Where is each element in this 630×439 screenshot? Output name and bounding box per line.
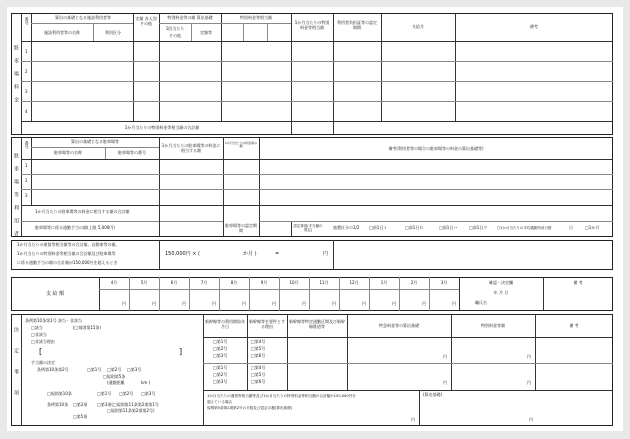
section1-side-label: 駐車場料金: [13, 45, 19, 110]
payment-month-label: 3月: [440, 280, 448, 285]
s2-check-6: 日: [569, 225, 573, 230]
dec-line-11: (通勤距離: [107, 380, 125, 385]
formula-eq: =: [275, 251, 280, 257]
dec-line-15: □第2号: [119, 391, 134, 396]
decision-row-check-alt[interactable]: □第4号: [251, 339, 266, 344]
payment-remarks: 備 考: [573, 280, 583, 285]
s1-payment-month: 支給月: [412, 24, 424, 29]
dec-line-17: 条例第10条: [47, 402, 69, 407]
dec-line-5: 手当額の決定: [31, 360, 55, 365]
s1-basis-title: 算出の基礎となる施設利用者等: [55, 15, 111, 20]
formula-note-2: 1か月当たりの特別料金等相当額の合計額及び駐車場等: [17, 251, 116, 256]
s2-check-4: □前1日ウ: [469, 225, 488, 230]
payment-month-label: 1月: [380, 280, 388, 285]
s2-recog-label: 駐車場等の認定期間: [225, 223, 257, 233]
dec-calc-unit-2: 円: [529, 417, 533, 422]
formula-note-1: 1か月当たりの運賃等相当額等の合計額、自動車等の額、: [17, 242, 120, 247]
decision-row-check[interactable]: □第2号: [213, 346, 228, 351]
payment-date: 年 月 日: [493, 290, 509, 295]
payment-confirm: 確認・決定欄: [489, 280, 513, 285]
formula-expression: 150,000円 × (: [165, 251, 200, 257]
payment-month-label: 8月: [230, 280, 238, 285]
s2-no-header: 番号: [24, 141, 30, 149]
dec-line-1: □該当: [31, 325, 43, 330]
s1-recognition: 利用者負担証等の認定期間: [337, 20, 377, 30]
s2-total-label: 1か月当たりの駐車場等の料金に相当する額の合計額: [35, 209, 130, 214]
dec-bottom-1: 1か月当たりの運賃等相当額等及び1か月当たりの特別料金等相当額の合計額が150,000円を: [207, 394, 356, 398]
dec-reason-open: [: [39, 347, 43, 356]
s1-monthly-special: 1か月当たりの特別料金等相当額: [294, 20, 330, 30]
payment-month-unit: 円: [422, 301, 426, 306]
payment-label: 支 給 額: [45, 291, 65, 297]
s1-total-label: 1か月当たりの特別料金等相当額の合計額: [124, 125, 200, 130]
s2-parking-no: 駐車場等の番号: [118, 150, 146, 155]
decision-row-check-alt[interactable]: □第6号: [251, 379, 266, 384]
payment-month-unit: 円: [182, 301, 186, 306]
s1-fixed: 定額 各人別その他: [135, 16, 157, 26]
dec-line-2: (□規則第15条): [73, 325, 101, 330]
s2-check-2: □前1日ロ: [405, 225, 424, 230]
s1-row-4: 4: [25, 109, 28, 114]
payment-month-unit: 円: [242, 301, 246, 306]
dec-line-18: □第2項: [73, 402, 88, 407]
s2-check-3: □前1日ハ: [439, 225, 458, 230]
s1-count: 利用区分: [105, 30, 121, 35]
s1-no-header: 番号: [24, 17, 30, 25]
s2-basis-title: 算出の基礎となる駐車場等: [71, 139, 119, 144]
s2-check-1: □前1日イ: [369, 225, 388, 230]
payment-month-unit: 円: [302, 301, 306, 306]
dec-line-20: □規則第11条第2項第2号): [107, 408, 155, 413]
s1-fixed-amount: 定額等: [200, 30, 212, 35]
s1-special-title: 特別料金等の額 算出基礎: [167, 15, 213, 20]
decision-row-check-alt[interactable]: □第5号: [251, 346, 266, 351]
dec-h-fee-base: 特急料金等の算出基礎: [379, 323, 419, 328]
s2-row-2: 2: [25, 178, 28, 183]
s2-parking-name: 駐車場等の名称: [54, 150, 82, 155]
payment-month-unit: 円: [152, 301, 156, 306]
decision-row-check-alt[interactable]: □第5号: [251, 372, 266, 377]
decision-row-check[interactable]: □第3号: [213, 353, 228, 358]
formula-unit: 円: [323, 251, 329, 257]
s1-row-1: 1: [25, 49, 28, 54]
dec-calc-unit-1: 円: [411, 417, 415, 422]
commute-allowance-form: [7, 7, 623, 431]
s2-check-5: □1か月当たりの平均通勤所用日数: [497, 226, 552, 230]
payment-month-label: 11月: [319, 280, 329, 285]
s2-monthly-fee: 1か月当たりの駐車場等の料金に相当する額: [161, 143, 221, 153]
decision-row-check-alt[interactable]: □第6号: [251, 353, 266, 358]
s2-row-1: 1: [25, 163, 28, 168]
dec-line-13: □規則第10条: [47, 391, 72, 396]
payment-month-label: 10月: [289, 280, 299, 285]
s1-special-per: 特別料金等相当額: [240, 15, 272, 20]
payment-month-unit: 円: [122, 301, 126, 306]
s1-per-case: 1回当たり: [165, 26, 185, 31]
decision-row-check-alt[interactable]: □第4号: [251, 365, 266, 370]
dec-line-8: □第2号: [107, 367, 122, 372]
dec-line-4: □非該当理由: [31, 339, 55, 344]
s1-row-2: 2: [25, 69, 28, 74]
decision-row-unit: 円: [443, 354, 447, 359]
dec-line-10: □規則第5条: [103, 374, 126, 379]
dec-line-21: □第5項: [73, 414, 88, 419]
payment-month-label: 7月: [200, 280, 208, 285]
payment-month-unit: 円: [362, 301, 366, 306]
s2-check-0: 旅費区分の1/2: [333, 225, 360, 230]
dec-line-16: □第3号: [141, 391, 156, 396]
decision-row-unit: 円: [527, 354, 531, 359]
decision-side-label: 決定事項: [13, 327, 19, 411]
s2-row-3: 3: [25, 193, 28, 198]
payment-month-label: 6月: [170, 280, 178, 285]
s1-other: その他: [169, 33, 181, 38]
dec-h-section: 新幹線等特定通勤区間及び新幹線鉄道等: [289, 319, 345, 329]
dec-line-7: □第1号: [87, 367, 102, 372]
s2-check-7: □1か月: [585, 225, 600, 230]
dec-h-special-amount: 特別料金等額: [481, 323, 505, 328]
dec-line-19: □第3項(□規則第11条第2項第1号: [97, 402, 159, 407]
s2-recog-note: 認定事項(手当額の算定): [293, 224, 323, 233]
s2-small-note: 1か月当たりの料金等の額: [225, 141, 257, 149]
dec-reason-close: ]: [179, 347, 183, 356]
s2-limit-label: 駐車場等に係る通勤手当の額(上限 5,000円): [35, 225, 115, 230]
payment-officer: 職氏名: [475, 300, 487, 305]
dec-h-reason: 新幹線等を要件とする理由: [249, 319, 285, 329]
dec-h-remarks: 備 考: [569, 323, 579, 328]
dec-h-start: 新幹線等の利用開始年月日: [205, 319, 245, 329]
section2-side-label: 駐車場等利用者: [13, 153, 19, 244]
dec-line-9: □第3号: [127, 367, 142, 372]
payment-month-label: 9月: [260, 280, 268, 285]
dec-line-3: □非該当: [31, 332, 47, 337]
formula-note-3: に係る通勤手当の額の合計額が150,000円を超えるとき: [17, 260, 118, 265]
formula-mid: か月 ): [243, 251, 257, 257]
decision-row-check[interactable]: □第3号: [213, 379, 228, 384]
dec-calc-label: (算出基礎): [423, 392, 443, 397]
payment-month-unit: 円: [272, 301, 276, 306]
s1-facility-name: 施設利用者等の名称: [44, 30, 80, 35]
payment-month-label: 2月: [410, 280, 418, 285]
decision-row-check[interactable]: □第1号: [213, 365, 228, 370]
decision-row-unit: 円: [527, 380, 531, 385]
decision-row-unit: 円: [443, 380, 447, 385]
payment-month-label: 12月: [349, 280, 359, 285]
dec-line-14: □第1号: [97, 391, 112, 396]
payment-month-unit: 円: [392, 301, 396, 306]
s2-remarks-long: 備考(利用者等の場合の駐車場等の料金の算出基礎等): [388, 146, 484, 151]
dec-line-6: 条例第10条第2号: [37, 367, 69, 372]
s1-remarks: 備考: [530, 24, 538, 29]
decision-row-check[interactable]: □第1号: [213, 339, 228, 344]
payment-month-unit: 円: [212, 301, 216, 306]
payment-month-unit: 円: [332, 301, 336, 306]
payment-month-unit: 円: [452, 301, 456, 306]
dec-bottom-3: 規則第5条第2項第2号の日数及び認定の額(算出基礎): [207, 406, 293, 410]
decision-row-check[interactable]: □第2号: [213, 372, 228, 377]
payment-month-label: 4月: [110, 280, 118, 285]
dec-line-0: 条例第10条第1号 該当・非該当: [25, 318, 82, 323]
payment-month-label: 5月: [140, 280, 148, 285]
dec-line-12: km ): [141, 380, 151, 385]
dec-bottom-2: 超えている場合: [207, 400, 233, 404]
s1-row-3: 3: [25, 89, 28, 94]
